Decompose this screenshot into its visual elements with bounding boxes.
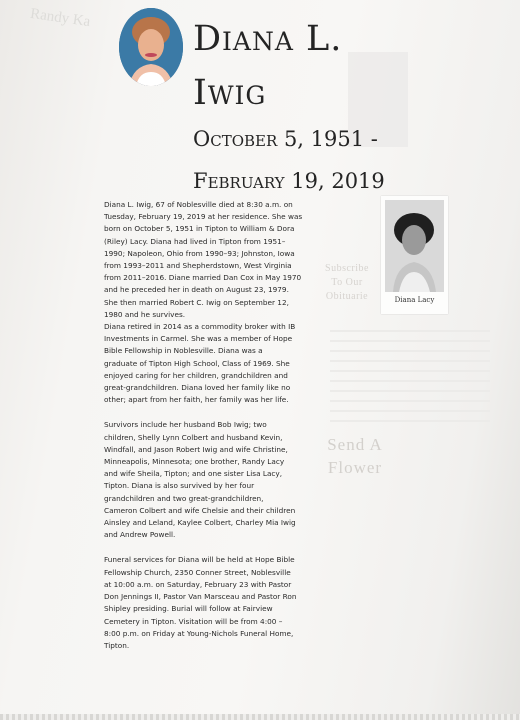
- life-dates: [193, 118, 513, 202]
- obituary-line: Investments in Carmel. She was a member of Hope: [104, 334, 293, 344]
- obituary-line: 8:00 p.m. on Friday at Young-Nichols Funeral Home,: [104, 628, 294, 638]
- obituary-line: Fellowship Church, 2350 Conner Street, Noblesville: [104, 567, 291, 577]
- obituary-line: Cameron Colbert and wife Chelsie and their children: [104, 505, 296, 515]
- obituary-line: enjoyed caring for her children, grandchildren and: [104, 370, 288, 380]
- obituary-line: Bible Fellowship in Noblesville. Diana was a: [104, 346, 263, 356]
- obituary-line: at 10:00 a.m. on Saturday, February 23 with Pastor: [104, 579, 292, 589]
- obituary-line: Shipley presiding. Burial will follow at Fairview: [104, 604, 273, 614]
- obituary-line: Diana retired in 2014 as a commodity broker with IB: [104, 322, 296, 332]
- obituary-line: Tuesday, February 19, 2019 at her residence. She was: [104, 212, 303, 222]
- obituary-body: [104, 199, 320, 652]
- obituary-line: and wife Sheila, Tipton; and one sister Lisa Lacy,: [104, 469, 283, 479]
- death-date-line: February 19, 2019: [193, 169, 385, 193]
- obituary-line: Don Jennings II, Pastor Van Marsceau and Pastor Ron: [104, 592, 297, 602]
- obituary-line: born on October 5, 1951 in Tipton to William & Dora: [104, 224, 295, 234]
- show-through-lines: [330, 330, 490, 430]
- young-photo: [385, 200, 444, 292]
- obituary-line: and he preceded her in death on August 23, 1979.: [104, 285, 289, 295]
- obituary-line: 1990; Napoleon, Ohio from 1990–93; Johnston, Iowa: [104, 248, 295, 258]
- obituary-line: Tipton.: [104, 640, 130, 650]
- show-through-top-text: Randy Ka: [29, 5, 92, 31]
- obituary-line: graduate of Tipton High School, Class of 1969. She: [104, 358, 290, 368]
- obituary-name: [193, 12, 453, 120]
- obituary-line: grandchildren and two great-grandchildren,: [104, 493, 264, 503]
- obituary-line: from 2011–2016. Diane married Dan Cox in May 1970: [104, 273, 302, 283]
- obituary-line: She then married Robert C. Iwig on September 12,: [104, 297, 289, 307]
- obituary-line: Ainsley and Leland, Kaylee Colbert, Charley Mia Iwig: [104, 518, 296, 528]
- obituary-line: Funeral services for Diana will be held at Hope Bible: [104, 555, 295, 565]
- show-through-subscribe-text: Subscribe To Our Obituarie: [325, 263, 369, 302]
- birth-date-line: October 5, 1951 -: [193, 127, 378, 151]
- name-line-1: Diana L.: [193, 19, 343, 59]
- obituary-line: Windfall, and Jason Robert Iwig and wife Christine,: [104, 444, 288, 454]
- page-edge: [0, 714, 520, 720]
- obituary-line: and Andrew Powell.: [104, 530, 176, 540]
- young-photo-card: [381, 196, 448, 314]
- obituary-line: Tipton. Diana is also survived by her four: [104, 481, 255, 491]
- photo-caption: Diana Lacy: [394, 296, 435, 304]
- portrait-photo: [119, 8, 183, 86]
- obituary-line: 1980 and he survives.: [104, 309, 186, 319]
- name-line-2: Iwig: [193, 73, 267, 113]
- obituary-line: Cemetery in Tipton. Visitation will be from 4:00 –: [104, 616, 283, 626]
- obituary-line: Minneapolis, Minnesota; one brother, Randy Lacy: [104, 457, 285, 467]
- show-through-flower-text: Send A Flower: [327, 435, 383, 477]
- obituary-line: Survivors include her husband Bob Iwig; two: [104, 420, 267, 430]
- obituary-line: (Riley) Lacy. Diana had lived in Tipton from 1951–: [104, 236, 286, 246]
- obituary-line: great-grandchildren. Diana loved her family like no: [104, 383, 291, 393]
- obituary-line: children, Shelly Lynn Colbert and husband Kevin,: [104, 432, 283, 442]
- obituary-line: from 1993–2011 and Shepherdstown, West Virginia: [104, 261, 292, 271]
- obituary-line: other; apart from her faith, her family was her life.: [104, 395, 289, 405]
- obituary-line: Diana L. Iwig, 67 of Noblesville died at 8:30 a.m. on: [104, 200, 293, 209]
